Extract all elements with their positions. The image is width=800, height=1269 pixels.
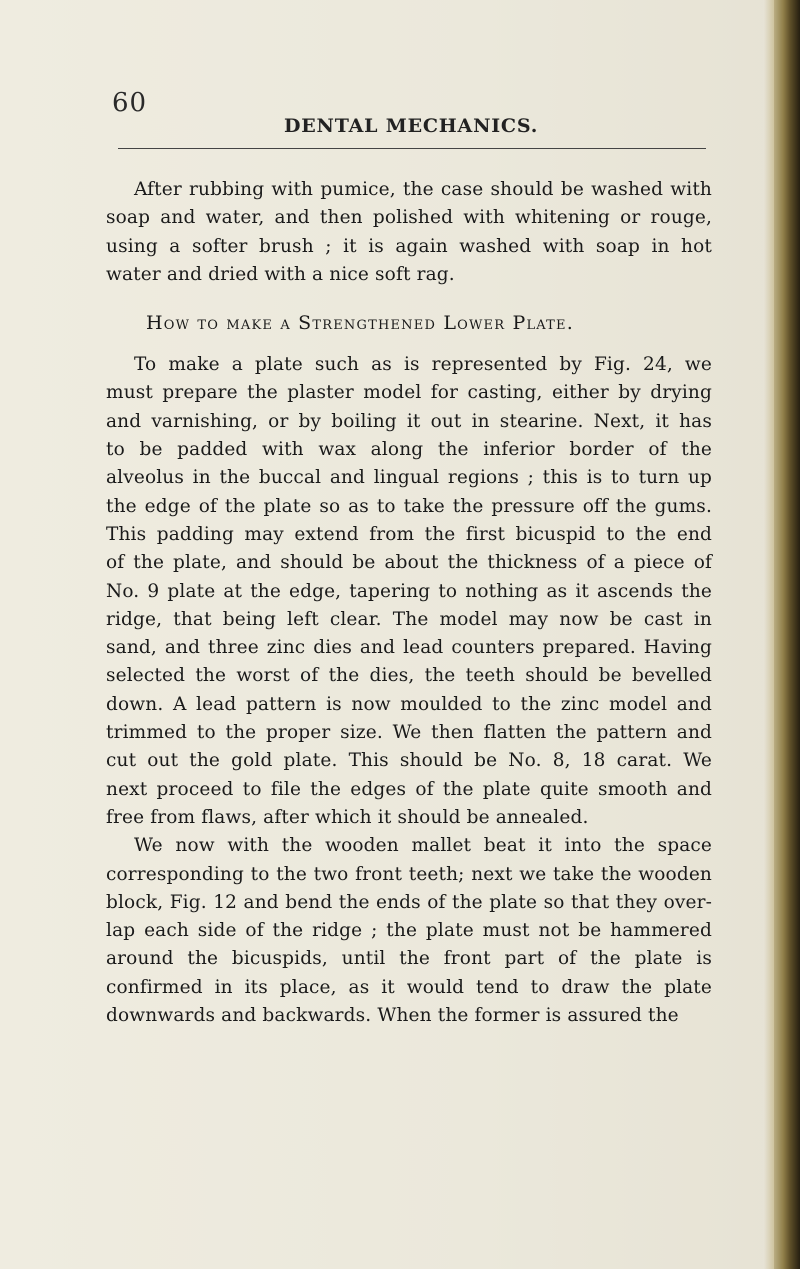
text-line: and varnishing, or by boiling it out in stearine. Next, it has xyxy=(106,410,712,432)
text-line: down. A lead pattern is now moulded to the zinc model and xyxy=(106,693,712,715)
text-line: soap and water, and then polished with whitening or rouge, xyxy=(106,207,712,229)
section-heading: How to make a Strengthened Lower Plate. xyxy=(146,312,574,335)
text-line: free from flaws, after which it should be annealed. xyxy=(106,806,589,828)
text-line: sand, and three zinc dies and lead counters prepared. Having xyxy=(106,637,712,659)
text-line: selected the worst of the dies, the teeth should be bevelled xyxy=(106,665,712,687)
text-line: We now with the wooden mallet beat it into the space xyxy=(134,835,712,857)
text-line: of the plate, and should be about the thickness of a piece of xyxy=(106,552,712,574)
page-body xyxy=(106,176,712,1030)
section-paragraph xyxy=(106,832,712,1030)
text-line: lap each side of the ridge ; the plate must not be hammered xyxy=(106,920,712,942)
text-line: the edge of the plate so as to take the pressure off the gums. xyxy=(106,495,712,517)
section-paragraph xyxy=(106,351,712,832)
page-binding-edge xyxy=(774,0,800,1269)
text-line: To make a plate such as is represented by Fig. 24, we xyxy=(134,354,712,376)
text-line: This padding may extend from the first bicuspid to the end xyxy=(106,523,712,545)
text-line: cut out the gold plate. This should be No. 8, 18 carat. We xyxy=(106,750,712,772)
text-line: confirmed in its place, as it would tend to draw the plate xyxy=(106,976,712,998)
header-rule xyxy=(118,148,706,149)
page-number: 60 xyxy=(112,88,148,118)
text-line: ridge, that being left clear. The model may now be cast in xyxy=(106,608,712,630)
running-title: DENTAL MECHANICS. xyxy=(284,115,539,137)
text-line: using a softer brush ; it is again washed with soap in hot xyxy=(106,235,712,257)
text-line: No. 9 plate at the edge, tapering to nothing as it ascends the xyxy=(106,580,712,602)
text-line: After rubbing with pumice, the case should be washed with xyxy=(134,179,712,200)
text-line: corresponding to the two front teeth; next we take the wooden xyxy=(106,863,712,885)
text-line: to be padded with wax along the inferior border of the xyxy=(106,439,712,461)
text-line: block, Fig. 12 and bend the ends of the plate so that they over- xyxy=(106,891,712,913)
text-line: must prepare the plaster model for casting, either by drying xyxy=(106,382,712,404)
text-line: next proceed to file the edges of the plate quite smooth and xyxy=(106,778,712,800)
text-line: trimmed to the proper size. We then flatten the pattern and xyxy=(106,722,712,744)
intro-paragraph xyxy=(106,176,712,289)
text-line: around the bicuspids, until the front part of the plate is xyxy=(106,948,712,970)
text-line: water and dried with a nice soft rag. xyxy=(106,263,455,285)
text-line: downwards and backwards. When the former is assured the xyxy=(106,1005,679,1027)
text-line: alveolus in the buccal and lingual regions ; this is to turn up xyxy=(106,467,712,489)
